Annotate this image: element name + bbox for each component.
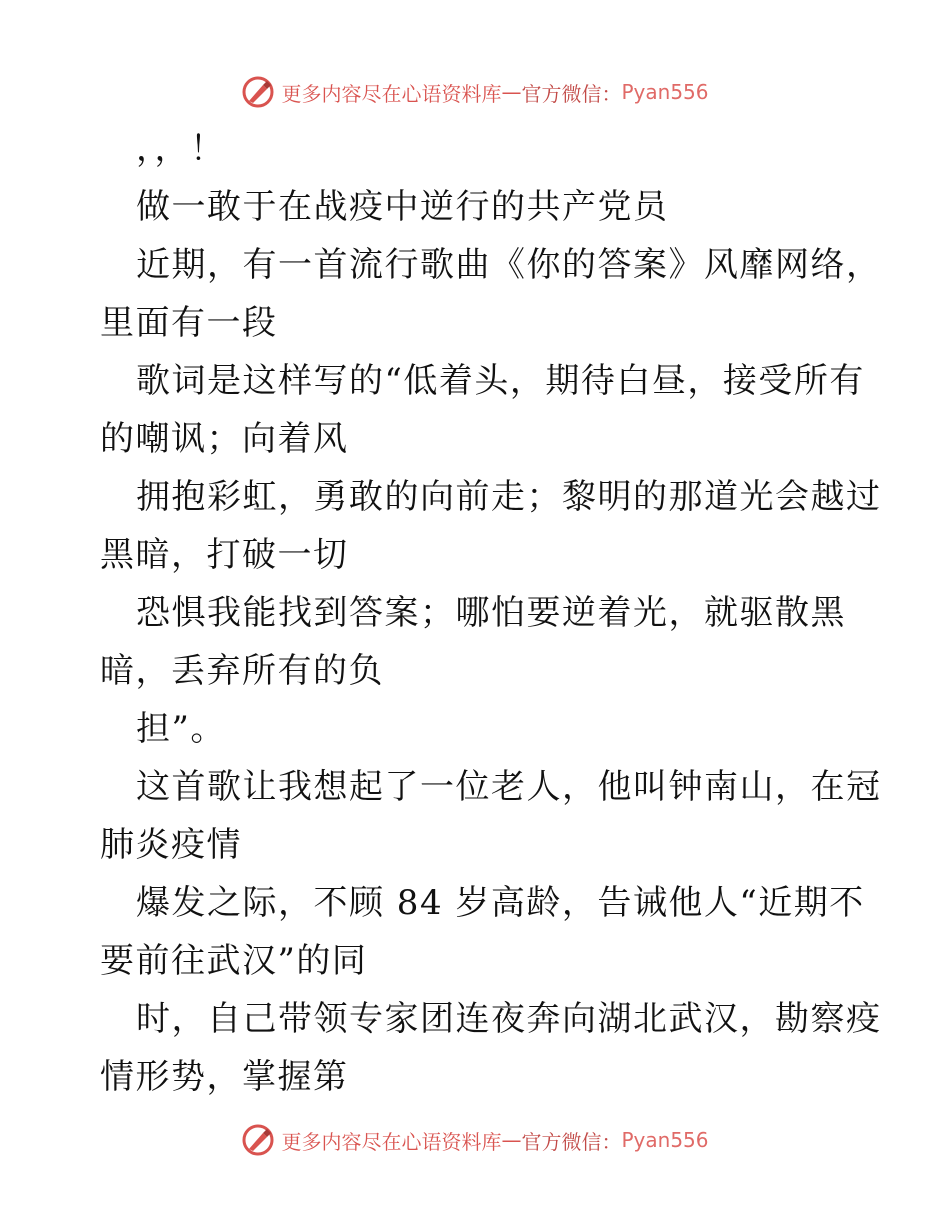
body-line: 暗，丢弃所有的负 <box>100 651 384 691</box>
body-line: 情形势，掌握第 <box>100 1057 349 1097</box>
body-line: 时，自己带领专家团连夜奔向湖北武汉，勘察疫 <box>136 999 882 1039</box>
header-wechat-label: 官方微信： <box>521 81 622 106</box>
header-banner <box>0 72 950 112</box>
header-wechat-id: Pyan556 <box>621 80 709 104</box>
pen-logo-icon <box>241 1123 275 1157</box>
footer-wechat-id: Pyan556 <box>621 1128 709 1152</box>
header-separator: — <box>501 80 522 104</box>
body-line: 黑暗，打破一切 <box>100 535 349 575</box>
body-line: 爆发之际，不顾 84 岁高龄，告诫他人“近期不 <box>136 883 865 923</box>
footer-banner <box>0 1120 950 1160</box>
footer-separator: — <box>501 1128 522 1152</box>
body-line: 里面有一段 <box>100 303 278 343</box>
body-line: 做一敢于在战疫中逆行的共产党员 <box>136 187 669 227</box>
body-line: 的嘲讽；向着风 <box>100 419 349 459</box>
body-line: 担”。 <box>136 709 226 749</box>
body-line: 要前往武汉”的同 <box>100 941 368 981</box>
pen-logo-icon <box>241 75 275 109</box>
footer-wechat-label: 官方微信： <box>521 1129 622 1154</box>
document-body <box>100 120 882 1106</box>
body-line: 恐惧我能找到答案；哪怕要逆着光，就驱散黑 <box>136 593 846 633</box>
footer-slogan: 更多内容尽在心语资料库 <box>281 1129 502 1154</box>
body-line: ，，！ <box>136 129 226 169</box>
header-slogan: 更多内容尽在心语资料库 <box>281 81 502 106</box>
body-line: 这首歌让我想起了一位老人，他叫钟南山，在冠 <box>136 767 882 807</box>
body-line: 歌词是这样写的“低着头，期待白昼，接受所有 <box>136 361 865 401</box>
body-line: 拥抱彩虹，勇敢的向前走；黎明的那道光会越过 <box>136 477 882 517</box>
body-line: 肺炎疫情 <box>100 825 242 865</box>
body-line: 近期，有一首流行歌曲《你的答案》风靡网络， <box>136 245 882 285</box>
